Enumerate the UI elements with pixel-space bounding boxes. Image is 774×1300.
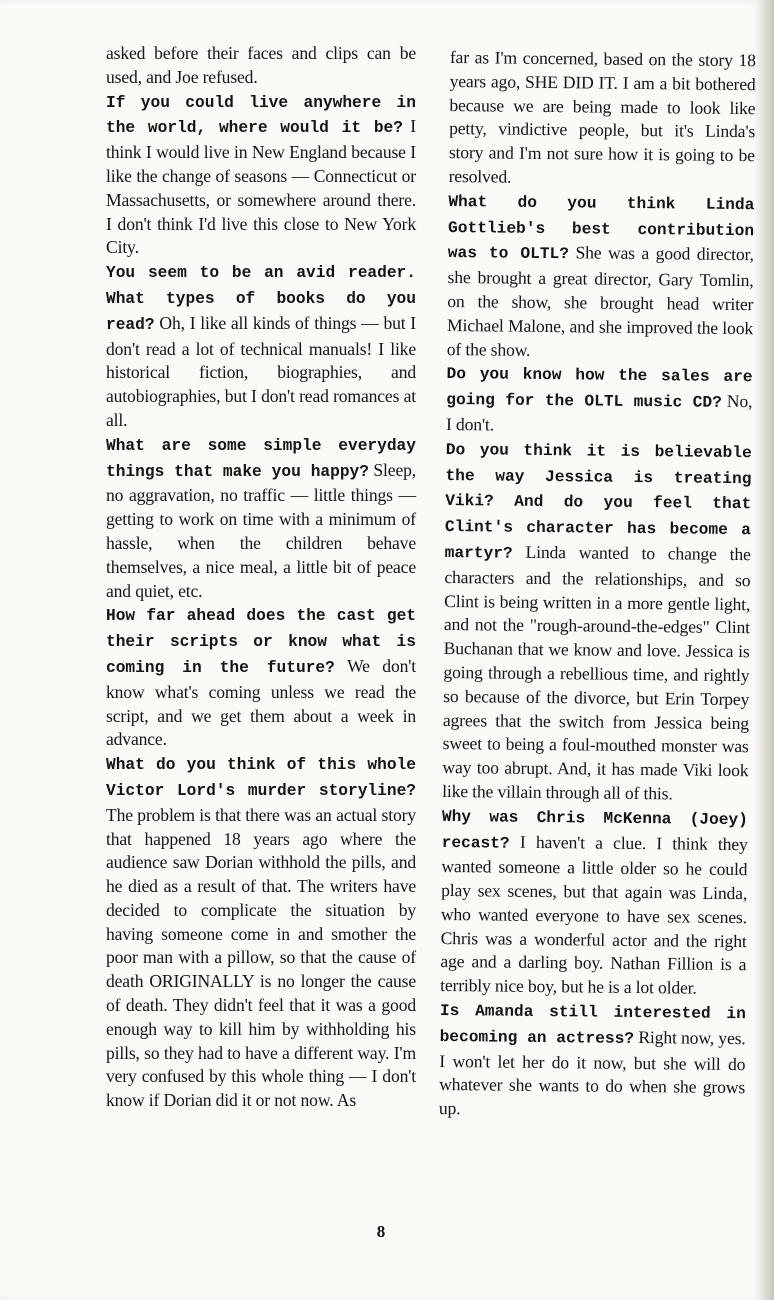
- answer-text: The problem is that there was an actual story that happened 18 years ago where the audience saw Dorian withhold the pills, and he died as a result of that. The writers have decided to complicate the situation by having someone come in and smother the poor man with a pillow, so that the cause of death ORIGINALLY is no longer the cause of death. They didn't feel that it was a good enough way to kill him by withholding his pills, so they had to have a different way. I'm very confused by this whole thing — I don't know if Dorian did it or not now. As: [106, 804, 416, 1111]
- qa-entry: [442, 437, 752, 807]
- answer-text: far as I'm concerned, based on the story 18 years ago, SHE DID IT. I am a bit bothered because we are being made to look like petty, vindictive people, but it's Linda's story and I'm not sure how it is going to be resolved.: [448, 46, 756, 187]
- qa-entry: [440, 804, 748, 1002]
- answer-text: asked before their faces and clips can be used, and Joe refused.: [106, 43, 416, 87]
- question-text: Do you think it is believable the way Jessica is treating Viki? And do you feel that Clint's character has become a martyr?: [444, 440, 752, 563]
- qa-entry: [446, 361, 753, 440]
- qa-entry: [449, 46, 756, 192]
- qa-entry: [106, 260, 416, 433]
- qa-entry: [106, 42, 416, 90]
- question-text: You seem to be an avid reader. What types of books do you read?: [106, 264, 416, 334]
- qa-entry: [106, 603, 416, 752]
- answer-text: No, I don't.: [445, 391, 753, 435]
- right-column: [439, 46, 756, 1124]
- question-text: What are some simple everyday things that make you happy?: [106, 436, 416, 481]
- question-text: How far ahead does the cast get their scripts or know what is coming in the future?: [106, 607, 416, 677]
- qa-entry: [106, 752, 416, 1113]
- answer-text: Right now, yes. I won't let her do it now, but she will do whatever she wants to do when she grows up.: [438, 1026, 746, 1119]
- qa-entry: [447, 189, 755, 365]
- answer-text: Oh, I like all kinds of things — but I don't read a lot of technical manuals! I like historical fiction, biographies, and autobiographies, but I don't read romances at all.: [106, 312, 417, 430]
- qa-entry: [106, 90, 416, 261]
- page-number: 8: [376, 1222, 386, 1241]
- question-text: What do you think Linda Gottlieb's best contribution was to OLTL?: [447, 192, 755, 264]
- left-column: [106, 42, 416, 1113]
- answer-text: Linda wanted to change the characters and the relationships, and so Clint is being written in a more gentle light, and not the "rough-around-the-edges" Clint Buchanan that we know and love. Jessica is going through a rebellious time, and rightly so because of the divorce, but Erin Torpey agrees that the switch from Jessica being sweet to being a foul-mouthed monster was way too abrupt. And, it has made Viki look like the villain through all of this.: [442, 541, 751, 804]
- answer-text: I haven't a clue. I think they wanted someone a little older so he could play sex scenes, but that again was Linda, who wanted everyone to have sex scenes. Chris was a wonderful actor and the right age and a darling boy. Nathan Fillion is a terribly nice boy, but he is a lot older.: [440, 831, 748, 998]
- answer-text: We don't know what's coming unless we read the script, and we get them about a week in advance.: [106, 655, 416, 750]
- qa-entry: [106, 433, 416, 604]
- question-text: Do you know how the sales are going for the OLTL music CD?: [446, 365, 753, 413]
- question-text: Why was Chris McKenna (Joey) recast?: [441, 807, 749, 853]
- question-text: If you could live anywhere in the world, where would it be?: [106, 93, 416, 138]
- qa-entry: [439, 998, 746, 1124]
- answer-text: I think I would live in New England because I like the change of seasons — Connecticut or Massachusetts, or somewhere around there. I don't think I'd live this close to New York City.: [106, 116, 416, 258]
- answer-text: She was a good director, she brought a great director, Gary Tomlin, on the show, she brought head writer Michael Malone, and she improved the look of the show.: [446, 242, 754, 360]
- question-text: Is Amanda still interested in becoming an actress?: [439, 1002, 746, 1048]
- answer-text: Sleep, no aggravation, no traffic — little things — getting to work on time with a minimum of hassle, when the children behave themselves, a nice meal, a little bit of peace and quiet, etc.: [106, 459, 417, 601]
- page-edge: [762, 0, 774, 1300]
- question-text: What do you think of this whole Victor Lord's murder storyline?: [106, 756, 416, 800]
